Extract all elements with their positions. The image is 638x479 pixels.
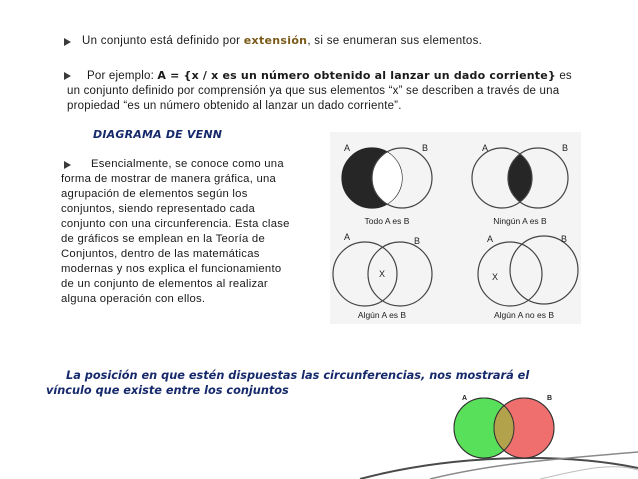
- diagram2-label-a: A: [482, 143, 489, 153]
- paragraph-extension: [82, 34, 482, 47]
- diagram-ningun-a-es-b: [472, 143, 568, 226]
- diagram4-caption: Algún A no es B: [493, 310, 555, 320]
- diagram1-label-b: B: [422, 143, 429, 153]
- closing-note: La posición en que estén dispuestas las circunferencias, nos mostrará el vínculo que existe entre los conjuntos: [46, 369, 530, 397]
- color-venn-label-a: A: [462, 395, 468, 402]
- p2-text-before: Por ejemplo:: [87, 70, 158, 82]
- diagram-todo-a-es-b: [342, 143, 432, 226]
- diagram-algun-a-es-b: [333, 232, 432, 320]
- diagram4-label-x: X: [492, 272, 499, 282]
- set-definition: A = {x / x es un número obtenido al lanzar un dado corriente}: [157, 69, 556, 82]
- venn-diagrams-svg: [330, 132, 581, 324]
- color-venn-label-b: B: [547, 395, 553, 402]
- venn-diagrams-image: [330, 132, 581, 324]
- p1-text-before: Un conjunto está definido por: [82, 35, 244, 47]
- diagram2-caption: Ningún A es B: [493, 216, 547, 226]
- venn-description: Esencialmente, se conoce como una forma de mostrar de manera gráfica, una agrupación de elementos según los conjuntos, siendo representado cada conjunto con una circunferencia. Esta clase de gráficos se emplean en la Teoría de Conjuntos, dentro de las matemáticas modernas y nos explica el funcionamiento de un conjunto de elementos al realizar alguna operación con ellos.: [61, 158, 290, 305]
- paragraph-example: [67, 68, 587, 114]
- p2-text-after: es un conjunto definido por comprensión ya que sus elementos “x” se describen a través de una propiedad “es un número obtenido al lanzar un dado corriente”.: [67, 70, 572, 112]
- bullet-icon: [64, 38, 71, 46]
- diagram4-label-a: A: [487, 234, 494, 244]
- extension-keyword: extensión: [243, 34, 308, 47]
- diagram3-label-b: B: [414, 236, 421, 246]
- diagram3-caption: Algún A es B: [357, 310, 407, 320]
- diagram4-label-b: B: [561, 234, 568, 244]
- venn-heading: DIAGRAMA DE VENN: [93, 128, 223, 141]
- color-venn-diagram: [448, 388, 568, 464]
- diagram1-label-a: A: [344, 143, 351, 153]
- diagram3-label-x: X: [379, 269, 386, 279]
- diagram3-label-a: A: [344, 232, 351, 242]
- diagram2-label-b: B: [562, 143, 569, 153]
- diagram-algun-a-no-es-b: [478, 234, 578, 320]
- diagram1-caption: Todo A es B: [364, 216, 410, 226]
- p1-text-after: , si se enumeran sus elementos.: [307, 35, 483, 47]
